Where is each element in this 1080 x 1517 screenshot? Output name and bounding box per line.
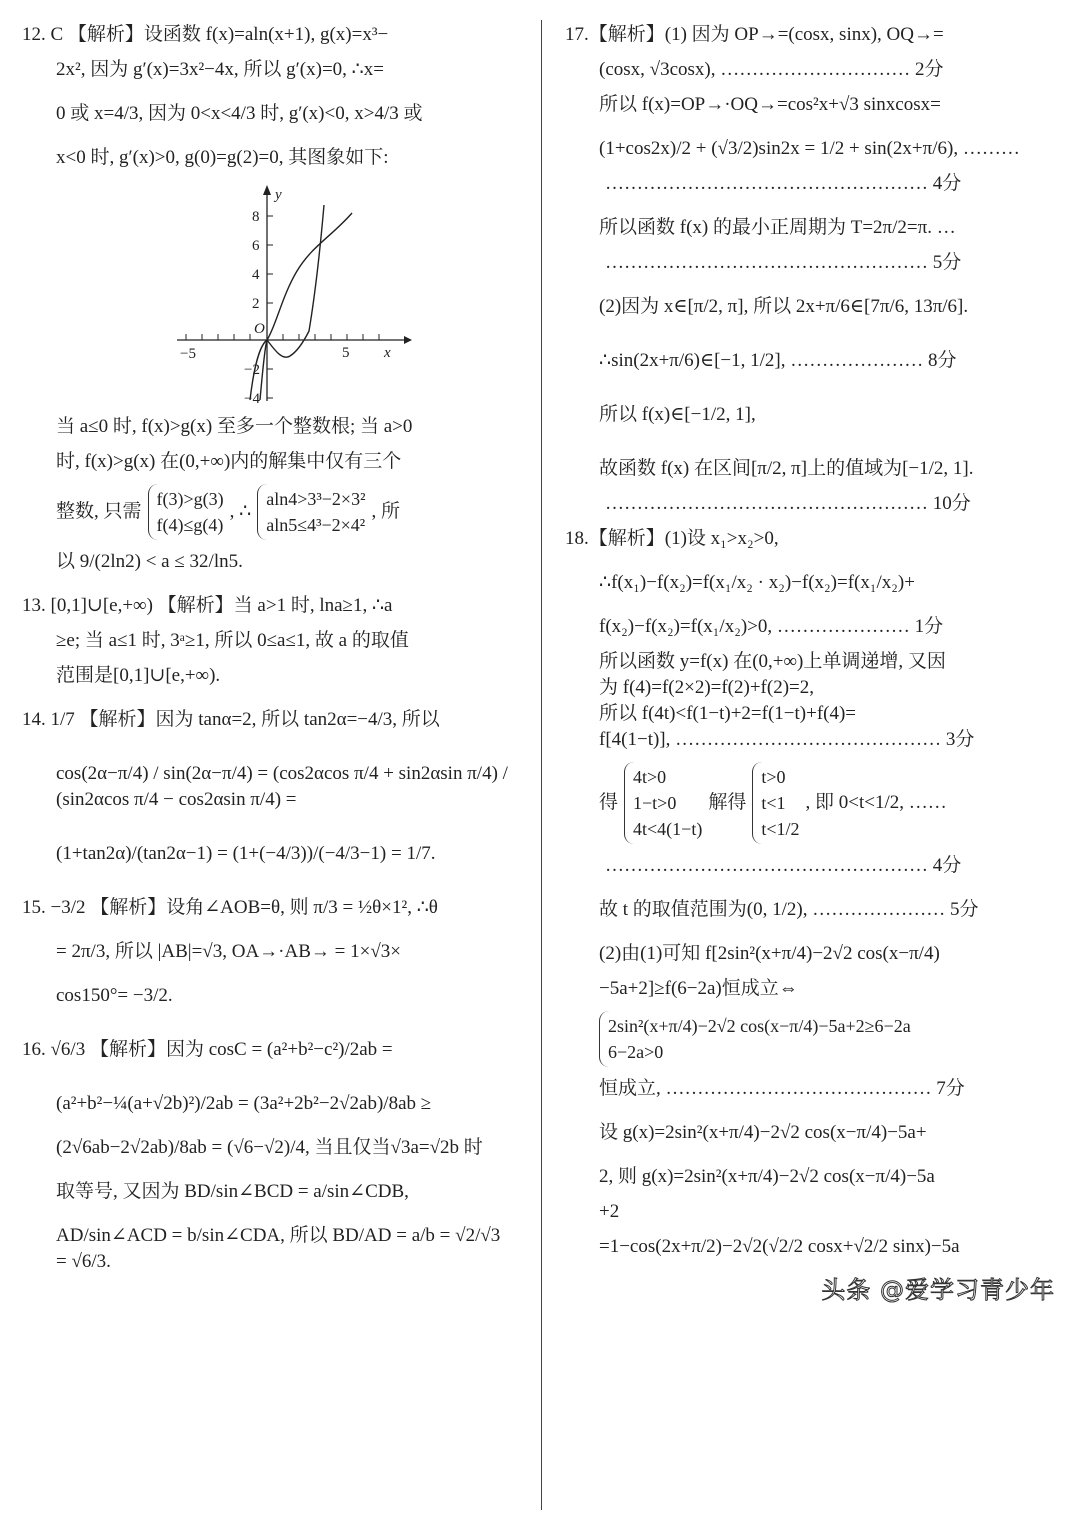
solution-18-line: 故 t 的取值范围为(0, 1/2), ………………… 5分 — [599, 899, 979, 920]
solution-18-line: 所以函数 y=f(x) 在(0,+∞)上单调递增, 又因 — [599, 651, 946, 672]
function-graph-svg — [172, 181, 412, 406]
solution-18-line: f(x₂)−f(x₂)=f(x₁/x₂)>0, ………………… 1分 — [599, 616, 944, 637]
solution-12-line: 时, f(x)>g(x) 在(0,+∞)内的解集中仅有三个 — [56, 451, 402, 472]
solution-12-line: 12. C 【解析】设函数 f(x)=aln(x+1), g(x)=x³− — [22, 24, 389, 45]
inequality-system — [257, 484, 365, 540]
solution-17-line: 所以 f(x)∈[−1/2, 1], — [599, 404, 756, 425]
solution-16-line: 取等号, 又因为 BD/sin∠BCD = a/sin∠CDB, — [56, 1181, 409, 1202]
system-row: t<1/2 — [761, 819, 800, 839]
solution-18-system-line — [565, 762, 1055, 844]
right-column — [565, 22, 1055, 1305]
solution-18-line: (2)由(1)可知 f[2sin²(x+π/4)−2√2 cos(x−π/4) — [599, 943, 940, 964]
solution-17-line: 所以函数 f(x) 的最小正周期为 T=2π/2=π. … — [599, 217, 956, 238]
solution-18-text: 解得 — [708, 792, 747, 813]
solution-15-line: 15. −3/2 【解析】设角∠AOB=θ, 则 π/3 = ½θ×1², ∴θ — [22, 897, 438, 918]
system-row: 6−2a>0 — [608, 1042, 664, 1062]
solution-16-line: AD/sin∠ACD = b/sin∠CDA, 所以 BD/AD = a/b = √2/√3 = √6/3. — [56, 1225, 501, 1272]
system-row: 4t>0 — [633, 767, 667, 787]
solution-17-line: 故函数 f(x) 在区间[π/2, π]上的值域为[−1/2, 1]. — [599, 458, 974, 479]
solution-12-text: 整数, 只需 — [56, 501, 142, 522]
solution-18-line: 为 f(4)=f(2×2)=f(2)+f(2)=2, — [599, 677, 815, 698]
solution-12-line: 当 a≤0 时, f(x)>g(x) 至多一个整数根; 当 a>0 — [56, 416, 413, 437]
solution-18-text: 得 — [599, 792, 619, 813]
x-axis-arrow-icon — [404, 336, 412, 344]
system-row: 1−t>0 — [633, 793, 677, 813]
solution-12-line: 以 9/(2ln2) < a ≤ 32/ln5. — [56, 551, 243, 572]
solution-18-line: −5a+2]≥f(6−2a)恒成立⇔ — [599, 978, 798, 999]
solution-17-line: (cosx, √3cosx), ………………………… 2分 — [599, 59, 944, 80]
solution-14-line: 14. 1/7 【解析】因为 tanα=2, 所以 tan2α=−4/3, 所以 — [22, 709, 440, 730]
inequality-system — [752, 762, 799, 844]
solution-12-line: x<0 时, g′(x)>0, g(0)=g(2)=0, 其图象如下: — [56, 147, 389, 168]
curve-f — [250, 213, 352, 400]
system-row: f(4)≤g(4) — [156, 515, 224, 535]
system-row: t>0 — [761, 767, 786, 787]
solution-16-line: 16. √6/3 【解析】因为 cosC = (a²+b²−c²)/2ab = — [22, 1039, 393, 1060]
system-row: aln4>3³−2×3² — [266, 489, 366, 509]
y-tick-label: 4 — [252, 267, 260, 283]
solution-12-line: 2x², 因为 g′(x)=3x²−4x, 所以 g′(x)=0, ∴x= — [56, 59, 384, 80]
solution-18-line: 18.【解析】(1)设 x₁>x₂>0, — [565, 528, 779, 549]
score-line: …………………………………………… 10分 — [605, 493, 971, 514]
origin-label: O — [254, 321, 265, 337]
inequality-system — [148, 484, 224, 540]
column-divider — [541, 20, 542, 1510]
solution-15-line: = 2π/3, 所以 |AB|=√3, OA→·AB→ = 1×√3× — [56, 941, 401, 962]
solution-13-line: 范围是[0,1]∪[e,+∞). — [56, 665, 221, 686]
solution-18-line: +2 — [599, 1201, 620, 1222]
function-graph — [172, 181, 412, 406]
solution-18-line: 设 g(x)=2sin²(x+π/4)−2√2 cos(x−π/4)−5a+ — [599, 1122, 927, 1143]
y-tick-label: −4 — [244, 391, 260, 406]
inequality-system — [599, 1011, 911, 1067]
y-axis-label: y — [275, 187, 282, 203]
x-tick-label: −5 — [180, 346, 196, 362]
score-line: …………………………………………… 4分 — [605, 855, 962, 876]
solution-12-text: , 所 — [371, 501, 400, 522]
solution-17-line: 所以 f(x)=OP→·OQ→=cos²x+√3 sinxcosx= — [599, 94, 941, 115]
score-line: …………………………………………… 4分 — [605, 173, 962, 194]
solution-17-line: 17.【解析】(1) 因为 OP→=(cosx, sinx), OQ→= — [565, 24, 944, 45]
score-line: …………………………………………… 5分 — [605, 252, 962, 273]
y-tick-label: 8 — [252, 209, 260, 225]
solution-18-line: f[4(1−t)], …………………………………… 3分 — [599, 729, 975, 750]
solution-14-line: (1+tan2α)/(tan2α−1) = (1+(−4/3))/(−4/3−1) = 1/7. — [56, 843, 436, 864]
axis-ticks — [186, 216, 379, 398]
solution-18-system-line — [565, 1011, 1055, 1067]
y-axis-arrow-icon — [263, 185, 271, 195]
y-tick-label: 6 — [252, 238, 260, 254]
solution-13-line: ≥e; 当 a≤1 时, 3ᵃ≥1, 所以 0≤a≤1, 故 a 的取值 — [56, 630, 409, 651]
solution-12-line: 0 或 x=4/3, 因为 0<x<4/3 时, g′(x)<0, x>4/3 或 — [56, 103, 423, 124]
y-tick-label: −2 — [244, 362, 260, 378]
watermark: 头条 @爱学习青少年 — [821, 1276, 1055, 1304]
solution-18-line: ∴f(x₁)−f(x₂)=f(x₁/x₂ · x₂)−f(x₂)=f(x₁/x₂)+ — [599, 572, 915, 593]
y-tick-label: 2 — [252, 296, 260, 312]
inequality-system — [624, 762, 702, 844]
solution-17-line: (1+cos2x)/2 + (√3/2)sin2x = 1/2 + sin(2x+π/6), ……… — [599, 138, 1020, 159]
solution-18-line: 恒成立, …………………………………… 7分 — [599, 1078, 965, 1099]
system-row: aln5≤4³−2×4² — [266, 515, 366, 535]
solution-18-text: , 即 0<t<1/2, …… — [805, 792, 947, 813]
system-row: 2sin²(x+π/4)−2√2 cos(x−π/4)−5a+2≥6−2a — [608, 1016, 911, 1036]
solution-15-line: cos150°= −3/2. — [56, 985, 173, 1006]
system-row: 4t<4(1−t) — [633, 819, 703, 839]
x-axis-label: x — [384, 345, 391, 361]
solution-18-line: 2, 则 g(x)=2sin²(x+π/4)−2√2 cos(x−π/4)−5a — [599, 1166, 935, 1187]
solution-12-system-line — [22, 484, 512, 540]
x-tick-label: 5 — [342, 345, 350, 361]
left-column — [22, 22, 512, 1275]
solution-16-line: (a²+b²−¼(a+√2b)²)/2ab = (3a²+2b²−2√2ab)/8ab ≥ — [56, 1093, 432, 1114]
solution-14-line: cos(2α−π/4) / sin(2α−π/4) = (cos2αcos π/4 + sin2αsin π/4) / (sin2αcos π/4 − cos2αsin π/4) = — [56, 763, 508, 810]
solution-17-line: (2)因为 x∈[π/2, π], 所以 2x+π/6∈[7π/6, 13π/6]. — [599, 296, 969, 317]
solution-18-line: 所以 f(4t)<f(1−t)+2=f(1−t)+f(4)= — [599, 703, 857, 724]
solution-13-line: 13. [0,1]∪[e,+∞) 【解析】当 a>1 时, lna≥1, ∴a — [22, 595, 393, 616]
system-row: f(3)>g(3) — [156, 489, 224, 509]
system-row: t<1 — [761, 793, 786, 813]
solution-16-line: (2√6ab−2√2ab)/8ab = (√6−√2)/4, 当且仅当√3a=√2b 时 — [56, 1137, 483, 1158]
solution-18-line: =1−cos(2x+π/2)−2√2(√2/2 cosx+√2/2 sinx)−5a — [599, 1236, 960, 1257]
therefore-text: , ∴ — [229, 501, 252, 522]
solution-17-line: ∴sin(2x+π/6)∈[−1, 1/2], ………………… 8分 — [599, 350, 957, 371]
